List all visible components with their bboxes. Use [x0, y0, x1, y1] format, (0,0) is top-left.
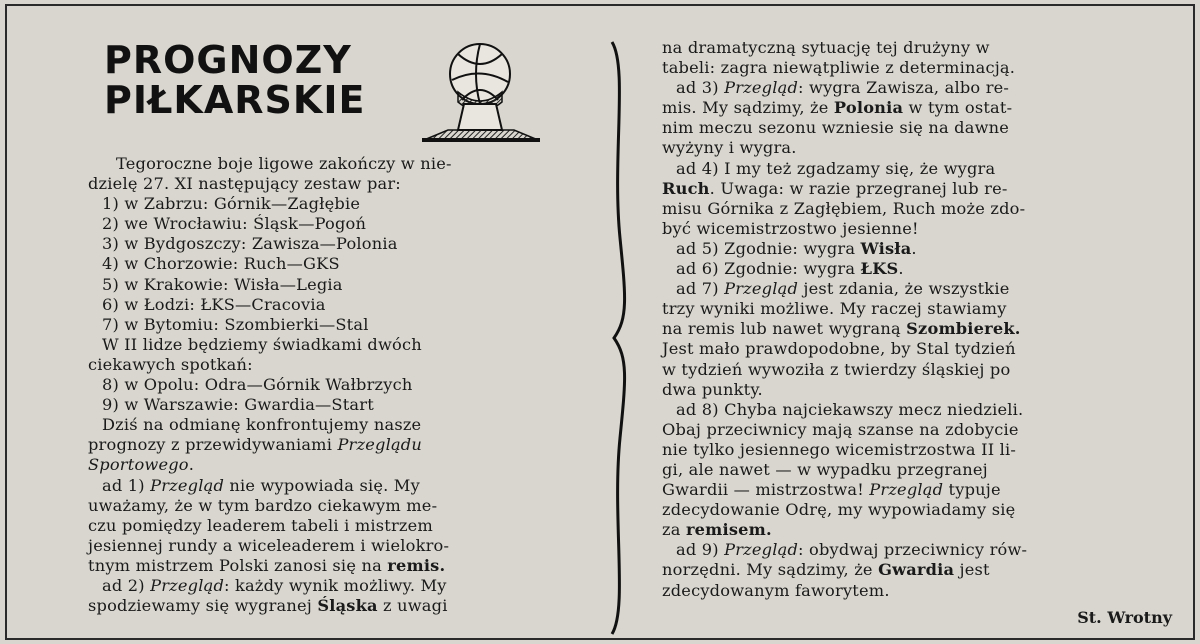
compare-end: .: [188, 455, 195, 475]
ad-label: ad 1): [102, 475, 151, 495]
ad9-line-3: zdecydowanym faworytem.: [662, 580, 890, 600]
ad-label: ad 9): [676, 540, 725, 560]
przeglad-name: Przegląd: [150, 475, 225, 495]
ad-text: jest zdania, że wszystkie: [798, 279, 1010, 299]
sportowego-name: Sportowego: [88, 455, 189, 475]
ad6-line: [662, 259, 1174, 279]
ad-text: norzędni. My sądzimy, że: [662, 560, 879, 580]
ad8-line-7: [662, 520, 1174, 540]
bold-term: Śląska: [317, 596, 378, 616]
ad4-line-1: ad 4) I my też zgadzamy się, że wygra: [676, 158, 996, 178]
right-line-1: na dramatyczną sytuację tej drużyny w: [662, 38, 990, 57]
fixture-2: 2) we Wrocławiu: Śląsk—Pogoń: [102, 214, 367, 234]
ad-label: ad 2): [102, 575, 151, 595]
bold-term: Polonia: [833, 98, 904, 118]
ad-text: jest: [954, 560, 990, 580]
fixture-1: 1) w Zabrzu: Górnik—Zagłębie: [102, 194, 361, 214]
compare-line-3: [88, 455, 596, 475]
ad4-line-4: być wicemistrzostwo jesienne!: [662, 218, 919, 238]
ad7-line-3: [662, 319, 1174, 339]
ad-text: na remis lub nawet wygraną: [662, 319, 907, 339]
ad-text: : obydwaj przeciwnicy rów-: [798, 540, 1028, 560]
ad3-line-4: wyżyny i wygra.: [662, 138, 797, 158]
ad7-line-1: [662, 279, 1174, 299]
ad2-line-2: [88, 596, 596, 616]
przeglad-name: Przegląd: [869, 480, 944, 500]
ad7-line-5: w tydzień wywoziła z twierdzy śląskiej po: [662, 359, 1011, 379]
compare-text: prognozy z przewidywaniami: [88, 435, 338, 455]
ad-text: spodziewamy się wygranej: [88, 596, 318, 616]
przeglad-name: Przegląd: [724, 279, 799, 299]
ad8-line-4: gi, ale nawet — w wypadku przegranej: [662, 459, 988, 479]
przeglad-name: Przegląd: [150, 575, 225, 595]
compare-line-1: Dziś na odmianę konfrontujemy nasze: [102, 415, 422, 435]
ad9-line-1: [662, 540, 1174, 560]
ad-text: . Uwaga: w razie przegranej lub re-: [709, 178, 1008, 198]
przeglad-name: Przegląd: [724, 78, 799, 98]
ad-text: ad 5) Zgodnie: wygra: [676, 238, 861, 258]
bold-term: Wisła: [860, 238, 912, 258]
ad7-line-2: trzy wyniki możliwe. My raczej stawiamy: [662, 299, 1007, 319]
left-column: [88, 154, 596, 616]
right-column: [662, 38, 1174, 601]
ad-text: z uwagi: [377, 596, 448, 616]
ad1-line-4: jesiennej rundy a wiceleaderem i wielokro-: [88, 535, 450, 555]
intro-line-1: Tegoroczne boje ligowe zakończy w nie-: [116, 154, 452, 173]
bold-term: remisem.: [685, 520, 772, 540]
bold-term: Gwardia: [878, 560, 955, 580]
fixture-8: 8) w Opolu: Odra—Górnik Wałbrzych: [102, 375, 413, 395]
headline-line-2: PIŁKARSKIE: [104, 78, 366, 122]
ad-label: ad 7): [676, 279, 725, 299]
przeglad-name: Przegląd: [724, 540, 799, 560]
second-league-line-2: ciekawych spotkań:: [88, 354, 253, 374]
ad9-line-2: [662, 560, 1174, 580]
ad-text: Gwardii — mistrzostwa!: [662, 480, 870, 500]
ad3-line-3: nim meczu sezonu wzniesie się na dawne: [662, 118, 1010, 138]
ad4-line-2: [662, 179, 1174, 199]
fixture-3: 3) w Bydgoszczy: Zawisza—Polonia: [102, 234, 398, 254]
ad-text: .: [911, 238, 917, 258]
ad8-line-5: [662, 480, 1174, 500]
ad5-line: [662, 239, 1174, 259]
compare-line-2: [88, 435, 596, 455]
ad8-line-1: ad 8) Chyba najciekawszy mecz niedzieli.: [676, 399, 1024, 419]
right-line-2: tabeli: zagra niewątpliwie z determinacją.: [662, 58, 1016, 78]
ad-text: : każdy wynik możliwy. My: [224, 575, 447, 595]
bold-term: Ruch: [662, 178, 710, 198]
ad4-line-3: misu Górnika z Zagłębiem, Ruch może zdo-: [662, 198, 1026, 218]
bold-term: ŁKS: [860, 259, 899, 279]
fixture-5: 5) w Krakowie: Wisła—Legia: [102, 274, 343, 294]
ad-text: : wygra Zawisza, albo re-: [798, 78, 1010, 98]
second-league-line-1: W II lidze będziemy świadkami dwóch: [102, 334, 422, 354]
ad8-line-3: nie tylko jesiennego wicemistrzostwa II li-: [662, 439, 1017, 459]
curly-brace-divider: [606, 38, 632, 638]
ad1-line-1: [88, 476, 596, 496]
ad-label: ad 3): [676, 78, 725, 98]
ad-text: za: [662, 520, 686, 540]
fixture-4: 4) w Chorzowie: Ruch—GKS: [102, 254, 340, 274]
ad7-line-4: Jest mało prawdopodobne, by Stal tydzień: [662, 339, 1016, 359]
headline-line-1: PROGNOZY: [104, 38, 352, 82]
ad2-line-1: [88, 576, 596, 596]
ad-text: nie wypowiada się. My: [224, 475, 420, 495]
bold-term: Szombierek.: [906, 319, 1021, 339]
ad1-line-3: czu pomiędzy leaderem tabeli i mistrzem: [88, 515, 433, 535]
ad7-line-6: dwa punkty.: [662, 379, 763, 399]
ad1-line-5: [88, 556, 596, 576]
headline: [104, 40, 365, 120]
bold-term: remis.: [387, 555, 446, 575]
przeglad-name: Przeglądu: [337, 435, 422, 455]
ad-text: w tym ostat-: [903, 98, 1013, 118]
intro-line-2: dzielę 27. XI następujący zestaw par:: [88, 174, 401, 194]
ad1-line-2: uważamy, że w tym bardzo ciekawym me-: [88, 495, 438, 515]
football-on-pedestal-icon: [418, 40, 544, 144]
fixture-6: 6) w Łodzi: ŁKS—Cracovia: [102, 294, 326, 314]
fixture-9: 9) w Warszawie: Gwardia—Start: [102, 395, 374, 415]
ad-text: ad 6) Zgodnie: wygra: [676, 259, 861, 279]
ad3-line-1: [662, 78, 1174, 98]
ad-text: tnym mistrzem Polski zanosi się na: [88, 555, 388, 575]
ad8-line-2: Obaj przeciwnicy mają szanse na zdobycie: [662, 419, 1019, 439]
ad-text: mis. My sądzimy, że: [662, 98, 834, 118]
ad3-line-2: [662, 98, 1174, 118]
ad-text: .: [898, 259, 904, 279]
author-signature: St. Wrotny: [1077, 608, 1172, 627]
fixture-7: 7) w Bytomiu: Szombierki—Stal: [102, 314, 369, 334]
ad8-line-6: zdecydowanie Odrę, my wypowiadamy się: [662, 500, 1016, 520]
ad-text: typuje: [943, 480, 1001, 500]
